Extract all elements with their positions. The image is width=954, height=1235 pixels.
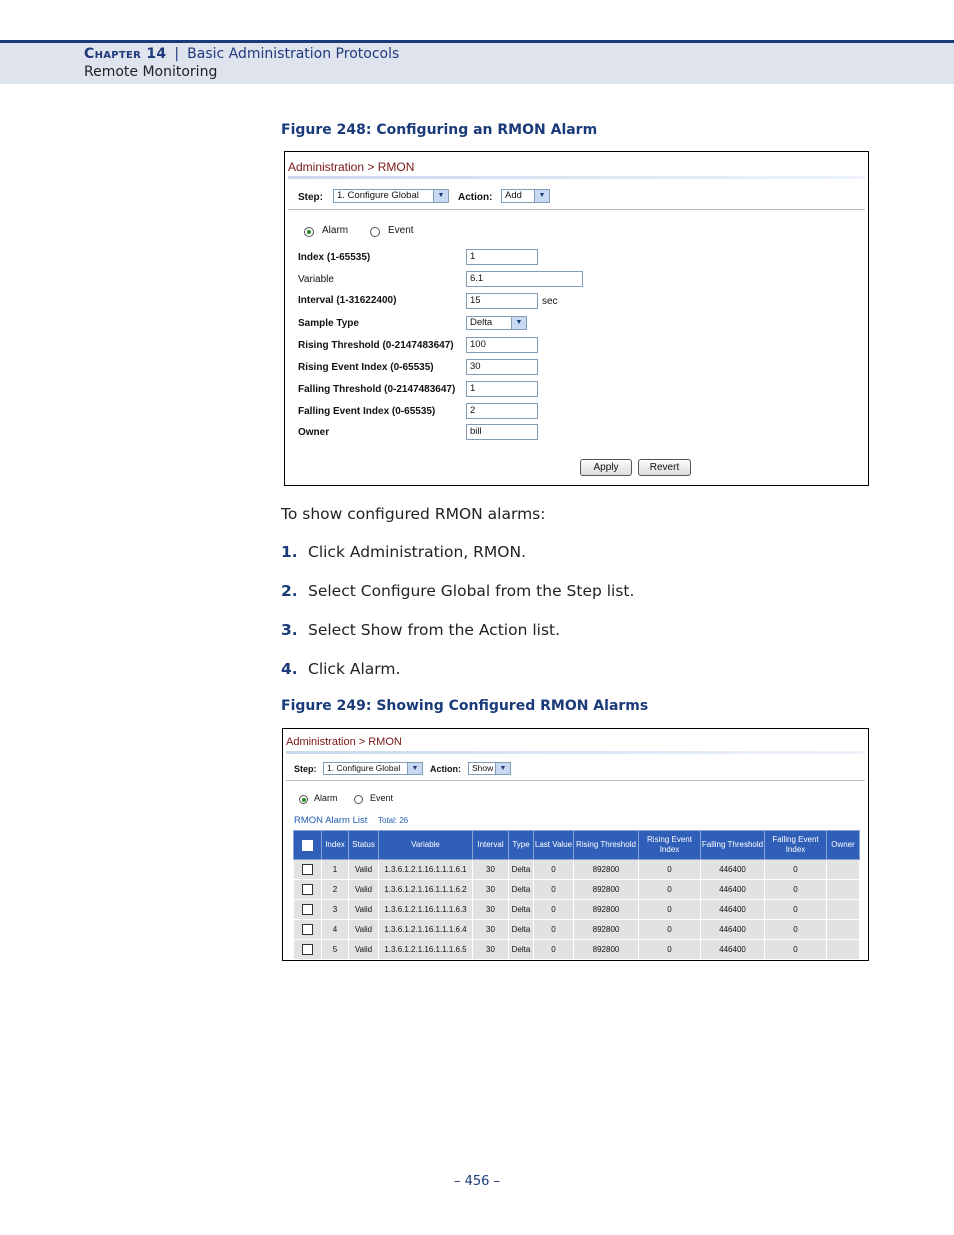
breadcrumb: Administration > RMON xyxy=(288,160,415,174)
table-cell: 0 xyxy=(534,920,574,940)
index-input[interactable]: 1 xyxy=(466,249,538,265)
table-cell: 0 xyxy=(765,940,827,960)
index-label: Index (1-65535) xyxy=(298,252,371,263)
table-cell: 30 xyxy=(473,940,509,960)
step-select[interactable] xyxy=(323,762,423,775)
step-1-number: 1. xyxy=(281,543,298,561)
section-title: Remote Monitoring xyxy=(84,64,218,80)
chevron-down-icon: ▼ xyxy=(495,763,510,774)
variable-label: Variable xyxy=(298,274,334,285)
owner-label: Owner xyxy=(298,427,330,438)
chevron-down-icon: ▼ xyxy=(433,190,448,202)
table-cell: 1.3.6.1.2.1.16.1.1.1.6.2 xyxy=(379,880,473,900)
sample-type-value: Delta xyxy=(470,317,493,328)
table-cell: 4 xyxy=(322,920,349,940)
event-radio[interactable] xyxy=(370,227,380,237)
table-cell: 446400 xyxy=(701,940,765,960)
table-cell: Valid xyxy=(349,940,379,960)
rising-threshold-input[interactable]: 100 xyxy=(466,337,538,353)
chevron-down-icon: ▼ xyxy=(534,190,549,202)
table-row xyxy=(294,940,860,960)
table-cell: 892800 xyxy=(574,940,639,960)
table-cell: 1.3.6.1.2.1.16.1.1.1.6.3 xyxy=(379,900,473,920)
row-checkbox-cell[interactable] xyxy=(294,920,322,940)
chevron-down-icon: ▼ xyxy=(511,317,526,329)
action-label: Action: xyxy=(430,764,461,774)
row-checkbox-cell[interactable] xyxy=(294,940,322,960)
table-cell: 1.3.6.1.2.1.16.1.1.1.6.4 xyxy=(379,920,473,940)
table-cell: 446400 xyxy=(701,920,765,940)
column-header: Owner xyxy=(827,831,860,860)
table-cell xyxy=(827,880,860,900)
figure-249-screenshot xyxy=(282,728,869,961)
table-cell: 0 xyxy=(534,860,574,880)
step-label: Step: xyxy=(294,764,317,774)
alarm-radio-label: Alarm xyxy=(322,225,349,236)
row-checkbox[interactable] xyxy=(302,864,313,875)
interval-unit: sec xyxy=(542,296,558,307)
falling-event-index-label: Falling Event Index (0-65535) xyxy=(298,406,436,417)
header-separator: | xyxy=(174,46,180,62)
table-cell: 0 xyxy=(639,900,701,920)
rising-event-index-label: Rising Event Index (0-65535) xyxy=(298,362,434,373)
step-label: Step: xyxy=(298,192,323,203)
breadcrumb: Administration > RMON xyxy=(286,736,402,748)
figure-248-caption: Figure 248: Configuring an RMON Alarm xyxy=(281,122,598,138)
event-radio[interactable] xyxy=(354,795,363,804)
step-select-value: 1. Configure Global xyxy=(327,763,401,773)
variable-input[interactable]: 6.1 xyxy=(466,271,583,287)
table-cell: Delta xyxy=(509,940,534,960)
table-cell: 446400 xyxy=(701,860,765,880)
select-all-checkbox-cell[interactable] xyxy=(294,831,322,860)
event-radio-label: Event xyxy=(370,793,394,803)
table-cell: 1.3.6.1.2.1.16.1.1.1.6.5 xyxy=(379,940,473,960)
breadcrumb-underline xyxy=(288,176,865,179)
table-cell: 2 xyxy=(322,880,349,900)
table-cell: 30 xyxy=(473,860,509,880)
figure-249-caption: Figure 249: Showing Configured RMON Alarms xyxy=(281,698,649,714)
table-cell: 446400 xyxy=(701,900,765,920)
alarm-table xyxy=(293,830,860,960)
falling-event-index-input[interactable]: 2 xyxy=(466,403,538,419)
table-cell: 3 xyxy=(322,900,349,920)
column-header: Rising Event Index xyxy=(639,831,701,860)
table-cell: 30 xyxy=(473,900,509,920)
table-header-row xyxy=(294,831,860,860)
table-cell: 892800 xyxy=(574,900,639,920)
figure-248-screenshot xyxy=(284,151,869,486)
column-header: Falling Event Index xyxy=(765,831,827,860)
column-header: Rising Threshold xyxy=(574,831,639,860)
chapter-title: Basic Administration Protocols xyxy=(187,46,400,62)
row-checkbox-cell[interactable] xyxy=(294,900,322,920)
table-cell: 1 xyxy=(322,860,349,880)
table-cell: Delta xyxy=(509,920,534,940)
divider xyxy=(286,780,865,781)
breadcrumb-underline xyxy=(286,751,865,754)
table-cell: 5 xyxy=(322,940,349,960)
table-row xyxy=(294,860,860,880)
intro-paragraph: To show configured RMON alarms: xyxy=(281,505,546,523)
alarm-radio-label: Alarm xyxy=(314,793,338,803)
step-select-value: 1. Configure Global xyxy=(337,190,419,201)
step-4-number: 4. xyxy=(281,660,298,678)
step-3-text: Select Show from the Action list. xyxy=(308,621,561,639)
table-cell: 0 xyxy=(534,900,574,920)
step-1-text: Click Administration, RMON. xyxy=(308,543,526,561)
row-checkbox[interactable] xyxy=(302,924,313,935)
table-cell: Delta xyxy=(509,880,534,900)
column-header: Type xyxy=(509,831,534,860)
falling-threshold-input[interactable]: 1 xyxy=(466,381,538,397)
column-header: Falling Threshold xyxy=(701,831,765,860)
action-select[interactable] xyxy=(468,762,511,775)
table-cell: Delta xyxy=(509,860,534,880)
table-cell: 1.3.6.1.2.1.16.1.1.1.6.1 xyxy=(379,860,473,880)
revert-button[interactable]: Revert xyxy=(638,459,691,476)
table-cell xyxy=(827,940,860,960)
row-checkbox[interactable] xyxy=(302,884,313,895)
select-all-checkbox[interactable] xyxy=(302,840,313,851)
sample-type-label: Sample Type xyxy=(298,318,359,329)
column-header: Variable xyxy=(379,831,473,860)
table-cell: 0 xyxy=(639,940,701,960)
action-select-value: Show xyxy=(472,763,494,773)
table-cell: 892800 xyxy=(574,880,639,900)
chapter-label: Chapter 14 xyxy=(84,46,167,62)
table-cell: Valid xyxy=(349,860,379,880)
column-header: Last Value xyxy=(534,831,574,860)
table-cell: 0 xyxy=(639,920,701,940)
alarm-list-total: Total: 26 xyxy=(378,816,409,825)
action-select-value: Add xyxy=(505,190,522,201)
apply-button[interactable]: Apply xyxy=(580,459,632,476)
table-row xyxy=(294,880,860,900)
owner-input[interactable]: bill xyxy=(466,424,538,440)
table-cell: Valid xyxy=(349,920,379,940)
row-checkbox-cell[interactable] xyxy=(294,880,322,900)
action-label: Action: xyxy=(458,192,493,203)
step-3-number: 3. xyxy=(281,621,298,639)
table-cell: 0 xyxy=(639,880,701,900)
table-cell: 892800 xyxy=(574,860,639,880)
sample-type-select[interactable] xyxy=(466,316,527,330)
column-header: Index xyxy=(322,831,349,860)
table-cell: 0 xyxy=(765,880,827,900)
row-checkbox-cell[interactable] xyxy=(294,860,322,880)
table-cell xyxy=(827,860,860,880)
table-row xyxy=(294,900,860,920)
table-cell: 30 xyxy=(473,880,509,900)
table-cell: 0 xyxy=(534,880,574,900)
step-select[interactable] xyxy=(333,189,449,203)
step-4-text: Click Alarm. xyxy=(308,660,401,678)
column-header: Status xyxy=(349,831,379,860)
step-2-number: 2. xyxy=(281,582,298,600)
rising-event-index-input[interactable]: 30 xyxy=(466,359,538,375)
row-checkbox[interactable] xyxy=(302,944,313,955)
table-cell: 0 xyxy=(765,920,827,940)
table-cell: 892800 xyxy=(574,920,639,940)
rising-threshold-label: Rising Threshold (0-2147483647) xyxy=(298,340,454,351)
falling-threshold-label: Falling Threshold (0-2147483647) xyxy=(298,384,456,395)
chevron-down-icon: ▼ xyxy=(407,763,422,774)
table-cell: Valid xyxy=(349,900,379,920)
table-cell: 30 xyxy=(473,920,509,940)
alarm-radio[interactable] xyxy=(304,227,314,237)
alarm-radio[interactable] xyxy=(299,795,308,804)
table-cell: 0 xyxy=(765,860,827,880)
chapter-line xyxy=(84,46,399,62)
event-radio-label: Event xyxy=(388,225,414,236)
action-select[interactable] xyxy=(501,189,550,203)
table-cell xyxy=(827,900,860,920)
column-header: Interval xyxy=(473,831,509,860)
table-cell: 446400 xyxy=(701,880,765,900)
divider xyxy=(288,209,865,210)
table-cell: Valid xyxy=(349,880,379,900)
interval-input[interactable]: 15 xyxy=(466,293,538,309)
step-2-text: Select Configure Global from the Step list. xyxy=(308,582,635,600)
table-cell: 0 xyxy=(639,860,701,880)
table-row xyxy=(294,920,860,940)
table-cell: Delta xyxy=(509,900,534,920)
table-cell: 0 xyxy=(534,940,574,960)
interval-label: Interval (1-31622400) xyxy=(298,295,397,306)
page-number: – 456 – xyxy=(453,1174,501,1189)
table-cell xyxy=(827,920,860,940)
alarm-list-title: RMON Alarm List xyxy=(294,815,368,826)
table-cell: 0 xyxy=(765,900,827,920)
row-checkbox[interactable] xyxy=(302,904,313,915)
